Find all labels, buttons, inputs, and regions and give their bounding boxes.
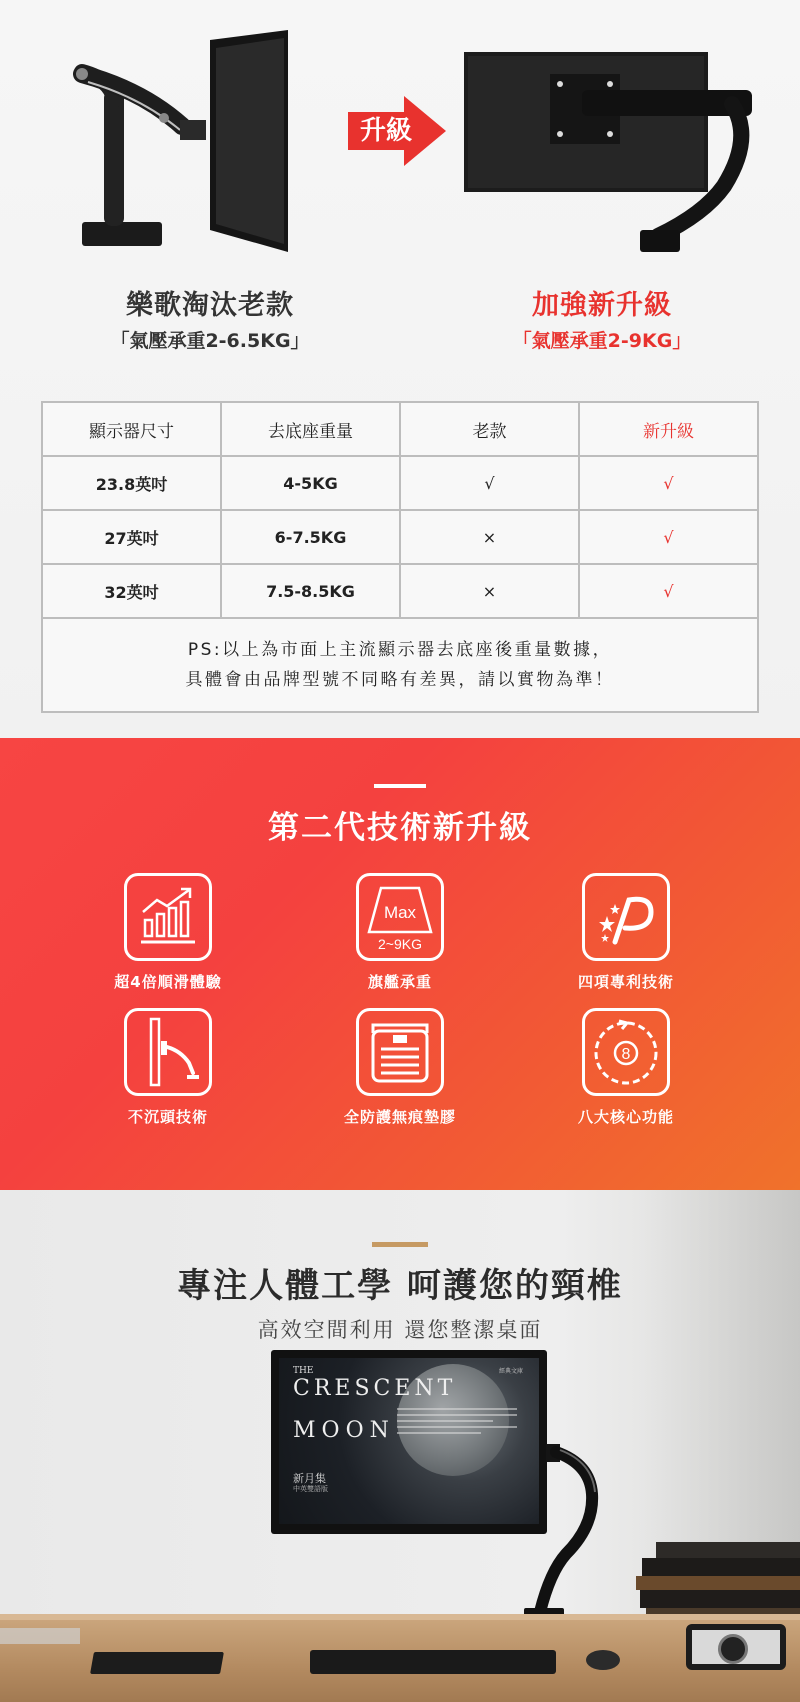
header-cell: 新升級 — [579, 402, 758, 456]
old-monitor-arm-image — [52, 30, 322, 255]
new-product-title: 加強新升級 — [532, 290, 672, 321]
features-title: 第二代技術新升級 — [268, 810, 532, 846]
book-the: THE — [293, 1366, 314, 1376]
book-tag: 經典文庫 — [499, 1368, 524, 1375]
table-cell: √ — [400, 456, 579, 510]
rising-bar-chart-icon — [124, 873, 212, 961]
eight-label: 8 — [621, 1046, 631, 1063]
upgrade-label: 升級 — [360, 116, 413, 146]
header-cell: 去底座重量 — [221, 402, 400, 456]
patent-stars-icon — [582, 873, 670, 961]
notebook-image — [90, 1652, 224, 1674]
old-product-title: 樂歌淘汰老款 — [126, 290, 294, 321]
note-line-2: 具體會由品牌型號不同略有差異，請以實物為準！ — [185, 670, 615, 690]
table-cell: √ — [579, 564, 758, 618]
comparison-section — [0, 0, 800, 738]
max-weight-icon — [356, 873, 444, 961]
title-accent-bar — [372, 1242, 428, 1247]
feature-label: 超4倍順滑體驗 — [114, 973, 222, 991]
feature-item — [300, 873, 500, 992]
table-cell: 6-7.5KG — [221, 510, 400, 564]
feature-label: 全防護無痕墊膠 — [343, 1108, 456, 1126]
new-product-subtitle: 「氣壓承重2-9KG」 — [512, 330, 692, 352]
header-cell: 顯示器尺寸 — [42, 402, 221, 456]
feature-label: 四項專利技術 — [577, 973, 674, 991]
old-product-subtitle: 「氣壓承重2-6.5KG」 — [110, 330, 310, 352]
feature-item — [526, 1008, 726, 1127]
table-note — [42, 618, 758, 712]
feature-label: 旗艦承重 — [367, 973, 432, 991]
table-row — [42, 564, 758, 618]
table-cell: 27英吋 — [42, 510, 221, 564]
table-cell: √ — [579, 456, 758, 510]
table-cell: × — [400, 564, 579, 618]
book-moon: MOON — [293, 1418, 395, 1443]
feature-item — [300, 1008, 500, 1127]
table-header-row — [42, 402, 758, 456]
weight-range-label: 2~9KG — [378, 936, 422, 952]
feature-item — [526, 873, 726, 992]
feature-item — [68, 873, 268, 992]
monitor-arm-icon — [124, 1008, 212, 1096]
book-text-lines — [397, 1408, 517, 1438]
book-zh-sub: 中英雙語版 — [293, 1485, 328, 1493]
ergonomics-section — [0, 1190, 800, 1702]
header-cell: 老款 — [400, 402, 579, 456]
table-cell: 23.8英吋 — [42, 456, 221, 510]
new-monitor-arm-image — [462, 46, 762, 256]
note-line-1: PS:以上為市面上主流顯示器去底座後重量數據， — [187, 640, 613, 660]
monitor-arm-image — [500, 1440, 620, 1640]
table-note-row — [42, 618, 758, 712]
ergonomics-subtitle: 高效空間利用 還您整潔桌面 — [257, 1318, 543, 1342]
desk-surface — [0, 1620, 800, 1702]
features-section — [0, 738, 800, 1190]
upgrade-arrow — [348, 96, 448, 166]
table-cell: 4-5KG — [221, 456, 400, 510]
ergonomics-title: 專注人體工學 呵護您的頸椎 — [177, 1266, 623, 1306]
feature-item — [68, 1008, 268, 1127]
table-cell: 7.5-8.5KG — [221, 564, 400, 618]
mouse-image — [586, 1650, 620, 1670]
max-label: Max — [383, 903, 417, 922]
eight-core-icon — [582, 1008, 670, 1096]
table-cell: × — [400, 510, 579, 564]
book-zh-title: 新月集 — [293, 1472, 326, 1485]
table-cell: 32英吋 — [42, 564, 221, 618]
table-row — [42, 510, 758, 564]
weight-comparison-table — [41, 401, 759, 713]
book-crescent: CRESCENT — [293, 1376, 457, 1401]
feature-label: 不沉頭技術 — [127, 1108, 208, 1126]
feature-label: 八大核心功能 — [577, 1108, 674, 1126]
camera-image — [686, 1624, 786, 1670]
table-row — [42, 456, 758, 510]
keyboard-image — [310, 1650, 556, 1674]
protective-pad-icon — [356, 1008, 444, 1096]
table-cell: √ — [579, 510, 758, 564]
title-accent-bar — [374, 784, 426, 788]
